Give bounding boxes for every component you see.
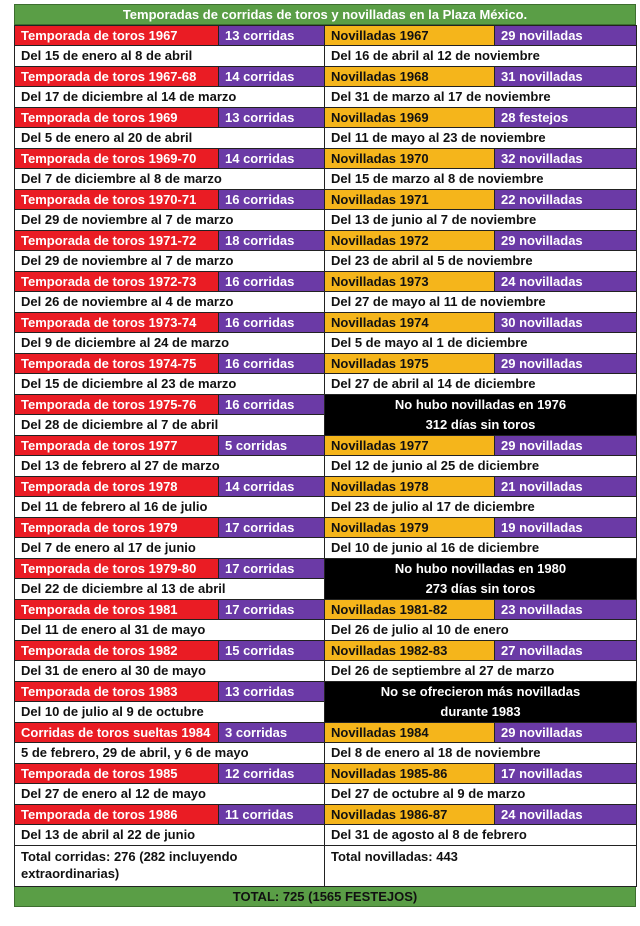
season-header-row [15,518,637,538]
toros-corridas-count: 5 corridas [219,436,325,456]
novilladas-season-name: Novilladas 1969 [325,108,495,128]
novilladas-season-name: Novilladas 1970 [325,149,495,169]
novilladas-date-range: Del 8 de enero al 18 de noviembre [325,743,637,764]
season-header-row [15,190,637,210]
novilladas-date-range: Del 15 de marzo al 8 de noviembre [325,169,637,190]
novilladas-note-line-2: 312 días sin toros [425,417,536,432]
toros-date-range: Del 15 de diciembre al 23 de marzo [15,374,325,395]
toros-season-name: Temporada de toros 1981 [15,600,219,620]
novilladas-count: 21 novilladas [495,477,637,497]
seasons-table-body [15,26,637,846]
season-date-row [15,333,637,354]
toros-corridas-count: 17 corridas [219,559,325,579]
novilladas-season-name: Novilladas 1984 [325,723,495,743]
totals-row [15,846,637,887]
season-date-row [15,456,637,477]
toros-season-name: Temporada de toros 1967 [15,26,219,46]
novilladas-date-range: Del 26 de julio al 10 de enero [325,620,637,641]
novilladas-count: 31 novilladas [495,67,637,87]
season-date-row [15,251,637,272]
novilladas-season-name: Novilladas 1973 [325,272,495,292]
toros-corridas-count: 16 corridas [219,354,325,374]
toros-season-name: Temporada de toros 1979-80 [15,559,219,579]
novilladas-date-range: Del 31 de marzo al 17 de noviembre [325,87,637,108]
toros-corridas-count: 17 corridas [219,600,325,620]
season-date-row [15,661,637,682]
novilladas-date-range: Del 27 de abril al 14 de diciembre [325,374,637,395]
seasons-table [14,25,637,887]
toros-season-name: Temporada de toros 1985 [15,764,219,784]
toros-date-range: Del 13 de febrero al 27 de marzo [15,456,325,477]
novilladas-count: 28 festejos [495,108,637,128]
toros-season-name: Temporada de toros 1979 [15,518,219,538]
season-header-row [15,149,637,169]
novilladas-season-name: Novilladas 1972 [325,231,495,251]
season-header-row [15,354,637,374]
total-novilladas: Total novilladas: 443 [325,846,637,887]
toros-season-name: Temporada de toros 1983 [15,682,219,702]
novilladas-season-name: Novilladas 1978 [325,477,495,497]
toros-season-name: Temporada de toros 1969 [15,108,219,128]
toros-season-name: Temporada de toros 1982 [15,641,219,661]
season-date-row [15,210,637,231]
novilladas-note [325,682,637,723]
season-header-row [15,600,637,620]
toros-corridas-count: 16 corridas [219,395,325,415]
toros-date-range: Del 5 de enero al 20 de abril [15,128,325,149]
novilladas-date-range: Del 12 de junio al 25 de diciembre [325,456,637,477]
novilladas-date-range: Del 16 de abril al 12 de noviembre [325,46,637,67]
season-date-row [15,128,637,149]
novilladas-season-name: Novilladas 1974 [325,313,495,333]
novilladas-date-range: Del 23 de abril al 5 de noviembre [325,251,637,272]
novilladas-count: 24 novilladas [495,272,637,292]
toros-corridas-count: 3 corridas [219,723,325,743]
season-date-row [15,87,637,108]
novilladas-date-range: Del 5 de mayo al 1 de diciembre [325,333,637,354]
season-date-row [15,497,637,518]
novilladas-count: 29 novilladas [495,231,637,251]
season-date-row [15,374,637,395]
novilladas-note [325,559,637,600]
novilladas-count: 22 novilladas [495,190,637,210]
season-header-row [15,67,637,87]
toros-season-name: Temporada de toros 1970-71 [15,190,219,210]
toros-corridas-count: 13 corridas [219,26,325,46]
toros-season-name: Temporada de toros 1972-73 [15,272,219,292]
novilladas-season-name: Novilladas 1986-87 [325,805,495,825]
toros-season-name: Temporada de toros 1986 [15,805,219,825]
toros-season-name: Temporada de toros 1978 [15,477,219,497]
toros-corridas-count: 14 corridas [219,477,325,497]
season-date-row [15,292,637,313]
novilladas-count: 24 novilladas [495,805,637,825]
season-date-row [15,825,637,846]
season-header-row [15,682,637,702]
toros-season-name: Corridas de toros sueltas 1984 [15,723,219,743]
novilladas-note-line-1: No hubo novilladas en 1980 [394,561,567,576]
novilladas-count: 29 novilladas [495,723,637,743]
season-date-row [15,620,637,641]
novilladas-count: 29 novilladas [495,436,637,456]
toros-season-name: Temporada de toros 1973-74 [15,313,219,333]
toros-date-range: Del 7 de diciembre al 8 de marzo [15,169,325,190]
toros-corridas-count: 11 corridas [219,805,325,825]
novilladas-count: 29 novilladas [495,26,637,46]
toros-corridas-count: 17 corridas [219,518,325,538]
season-date-row [15,743,637,764]
season-date-row [15,46,637,67]
novilladas-count: 29 novilladas [495,354,637,374]
novilladas-count: 17 novilladas [495,764,637,784]
novilladas-note-line-2: 273 días sin toros [425,581,536,596]
toros-date-range: Del 17 de diciembre al 14 de marzo [15,87,325,108]
novilladas-note [325,395,637,436]
toros-season-name: Temporada de toros 1969-70 [15,149,219,169]
season-header-row [15,313,637,333]
novilladas-count: 27 novilladas [495,641,637,661]
novilladas-date-range: Del 26 de septiembre al 27 de marzo [325,661,637,682]
toros-date-range: Del 27 de enero al 12 de mayo [15,784,325,805]
toros-date-range: Del 11 de febrero al 16 de julio [15,497,325,518]
toros-corridas-count: 12 corridas [219,764,325,784]
season-header-row [15,764,637,784]
season-header-row [15,805,637,825]
season-header-row [15,395,637,415]
toros-date-range: Del 29 de noviembre al 7 de marzo [15,251,325,272]
season-header-row [15,436,637,456]
novilladas-season-name: Novilladas 1968 [325,67,495,87]
season-header-row [15,26,637,46]
novilladas-season-name: Novilladas 1967 [325,26,495,46]
toros-date-range: Del 10 de julio al 9 de octubre [15,702,325,723]
toros-corridas-count: 13 corridas [219,108,325,128]
toros-season-name: Temporada de toros 1974-75 [15,354,219,374]
novilladas-count: 32 novilladas [495,149,637,169]
season-header-row [15,641,637,661]
toros-date-range: Del 15 de enero al 8 de abril [15,46,325,67]
toros-season-name: Temporada de toros 1977 [15,436,219,456]
toros-corridas-count: 14 corridas [219,67,325,87]
novilladas-date-range: Del 10 de junio al 16 de diciembre [325,538,637,559]
season-date-row [15,538,637,559]
toros-date-range: Del 7 de enero al 17 de junio [15,538,325,559]
season-header-row [15,559,637,579]
novilladas-note-line-1: No hubo novilladas en 1976 [394,397,567,412]
novilladas-date-range: Del 13 de junio al 7 de noviembre [325,210,637,231]
toros-corridas-count: 13 corridas [219,682,325,702]
novilladas-date-range: Del 27 de mayo al 11 de noviembre [325,292,637,313]
toros-date-range: Del 26 de noviembre al 4 de marzo [15,292,325,313]
toros-date-range: Del 28 de diciembre al 7 de abril [15,415,325,436]
toros-season-name: Temporada de toros 1967-68 [15,67,219,87]
novilladas-season-name: Novilladas 1979 [325,518,495,538]
novilladas-season-name: Novilladas 1981-82 [325,600,495,620]
season-header-row [15,477,637,497]
season-header-row [15,231,637,251]
seasons-document [14,4,636,907]
novilladas-season-name: Novilladas 1977 [325,436,495,456]
toros-date-range: Del 13 de abril al 22 de junio [15,825,325,846]
novilladas-count: 30 novilladas [495,313,637,333]
season-header-row [15,108,637,128]
toros-date-range: Del 31 de enero al 30 de mayo [15,661,325,682]
novilladas-note-line-1: No se ofrecieron más novilladas [380,684,581,699]
season-date-row [15,169,637,190]
toros-date-range: Del 29 de noviembre al 7 de marzo [15,210,325,231]
novilladas-date-range: Del 11 de mayo al 23 de noviembre [325,128,637,149]
toros-corridas-count: 16 corridas [219,272,325,292]
novilladas-date-range: Del 27 de octubre al 9 de marzo [325,784,637,805]
novilladas-date-range: Del 23 de julio al 17 de diciembre [325,497,637,518]
novilladas-season-name: Novilladas 1985-86 [325,764,495,784]
toros-date-range: Del 22 de diciembre al 13 de abril [15,579,325,600]
novilladas-count: 19 novilladas [495,518,637,538]
season-header-row [15,272,637,292]
season-date-row [15,784,637,805]
grand-total: TOTAL: 725 (1565 FESTEJOS) [14,887,636,907]
novilladas-season-name: Novilladas 1982-83 [325,641,495,661]
toros-date-range: Del 9 de diciembre al 24 de marzo [15,333,325,354]
novilladas-season-name: Novilladas 1971 [325,190,495,210]
toros-corridas-count: 14 corridas [219,149,325,169]
document-title: Temporadas de corridas de toros y novilladas en la Plaza México. [14,4,636,25]
toros-season-name: Temporada de toros 1971-72 [15,231,219,251]
total-corridas: Total corridas: 276 (282 incluyendo extraordinarias) [15,846,325,887]
novilladas-note-line-2: durante 1983 [440,704,521,719]
toros-season-name: Temporada de toros 1975-76 [15,395,219,415]
toros-date-range: Del 11 de enero al 31 de mayo [15,620,325,641]
novilladas-date-range: Del 31 de agosto al 8 de febrero [325,825,637,846]
toros-corridas-count: 18 corridas [219,231,325,251]
novilladas-season-name: Novilladas 1975 [325,354,495,374]
season-header-row [15,723,637,743]
novilladas-count: 23 novilladas [495,600,637,620]
toros-corridas-count: 16 corridas [219,313,325,333]
toros-corridas-count: 16 corridas [219,190,325,210]
toros-date-range: 5 de febrero, 29 de abril, y 6 de mayo [15,743,325,764]
toros-corridas-count: 15 corridas [219,641,325,661]
